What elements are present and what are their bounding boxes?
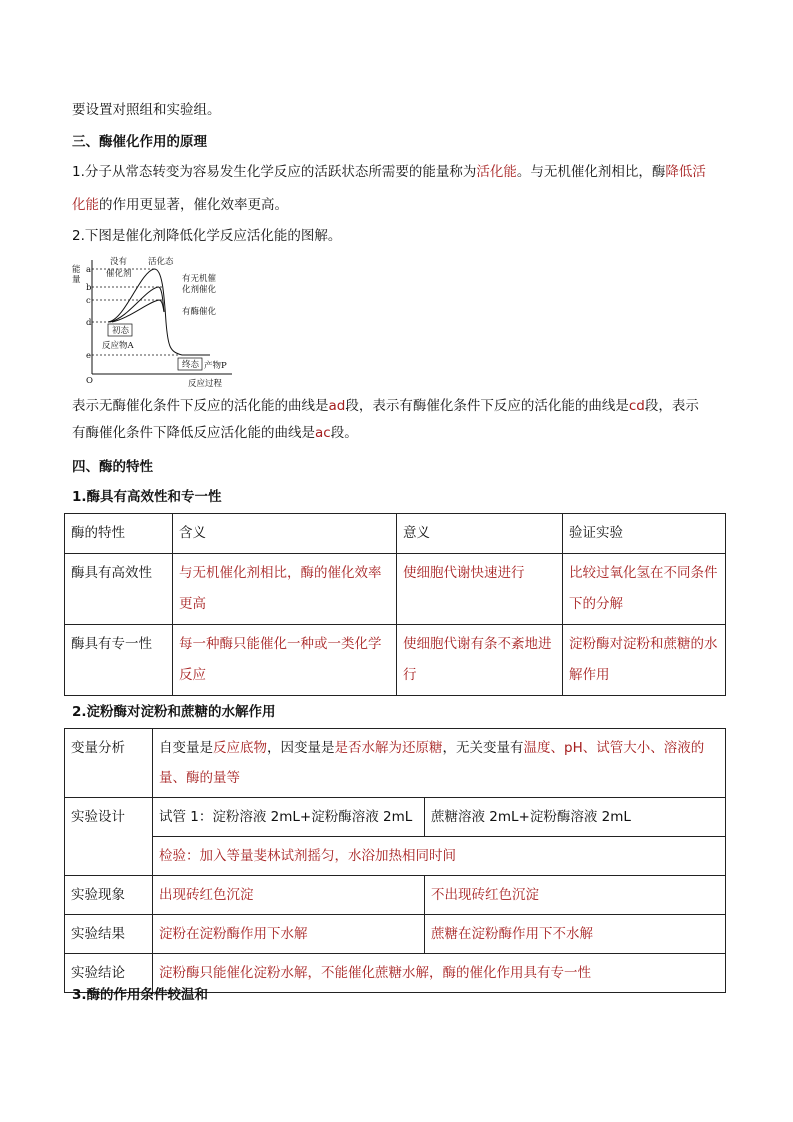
term-lower-activation: 降低活 <box>665 164 706 180</box>
label-reactant: 反应物A <box>102 341 134 351</box>
table-cell: 比较过氧化氢在不同条件下的分解 <box>563 554 726 625</box>
amylase-experiment-table <box>64 728 726 993</box>
subheading-3: 3.酶的作用条件较温和 <box>72 987 209 1003</box>
row-label-conclusion: 实验结论 <box>65 954 153 993</box>
label-initial-state: 初态 <box>112 326 130 336</box>
result-2: 蔗糖在淀粉酶作用下不水解 <box>425 915 726 954</box>
table-row <box>65 798 726 837</box>
x-axis-label: 反应过程 <box>188 379 223 389</box>
phenomenon-2: 不出现砖红色沉淀 <box>425 876 726 915</box>
row-label-phenomenon: 实验现象 <box>65 876 153 915</box>
y-axis-label-2: 量 <box>72 275 81 285</box>
table-cell: 酶具有高效性 <box>65 554 173 625</box>
table-cell: 与无机催化剂相比，酶的催化效率更高 <box>173 554 397 625</box>
paragraph-3-line-1: 表示无酶催化条件下反应的活化能的曲线是ad段，表示有酶催化条件下反应的活化能的曲线是cd段，表示 <box>72 398 699 414</box>
table-cell: 使细胞代谢快速进行 <box>397 554 563 625</box>
table-row <box>65 554 726 625</box>
table-row <box>65 729 726 798</box>
paragraph-2: 2.下图是催化剂降低化学反应活化能的图解。 <box>72 228 342 244</box>
table-header: 含义 <box>173 514 397 554</box>
conclusion: 淀粉酶只能催化淀粉水解，不能催化蔗糖水解，酶的催化作用具有专一性 <box>153 954 726 993</box>
subheading-1: 1.酶具有高效性和专一性 <box>72 489 222 505</box>
table-row <box>65 876 726 915</box>
table-cell: 使细胞代谢有条不紊地进行 <box>397 625 563 696</box>
section-heading-3: 三、酶催化作用的原理 <box>72 134 207 150</box>
row-label-variables: 变量分析 <box>65 729 153 798</box>
table-cell: 酶具有专一性 <box>65 625 173 696</box>
table-header-row <box>65 514 726 554</box>
subheading-2: 2.淀粉酶对淀粉和蔗糖的水解作用 <box>72 704 276 720</box>
paragraph-1-line-2: 化能的作用更显著，催化效率更高。 <box>72 197 288 213</box>
row-label-design: 实验设计 <box>65 798 153 876</box>
intro-line: 要设置对照组和实验组。 <box>72 102 221 118</box>
table-row <box>65 915 726 954</box>
table-header: 验证实验 <box>563 514 726 554</box>
y-axis-label-1: 能 <box>72 265 81 275</box>
table-cell: 淀粉酶对淀粉和蔗糖的水解作用 <box>563 625 726 696</box>
table-row <box>65 625 726 696</box>
phenomenon-1: 出现砖红色沉淀 <box>153 876 425 915</box>
label-product: 产物P <box>204 361 227 371</box>
tick-c: c <box>86 296 91 306</box>
paragraph-1-line-1: 1.分子从常态转变为容易发生化学反应的活跃状态所需要的能量称为活化能。与无机催化剂相比，酶降低活 <box>72 164 706 180</box>
tick-a: a <box>86 265 92 275</box>
label-no-catalyst-2: 催化剂 <box>106 269 132 279</box>
design-tube-1: 试管 1：淀粉溶液 2mL+淀粉酶溶液 2mL <box>153 798 425 837</box>
label-inorganic-1: 有无机催 <box>182 274 217 284</box>
design-check: 检验：加入等量斐林试剂摇匀，水浴加热相同时间 <box>153 837 726 876</box>
tick-b: b <box>86 283 92 293</box>
row-label-result: 实验结果 <box>65 915 153 954</box>
variables-cell: 自变量是反应底物，因变量是是否水解为还原糖，无关变量有温度、pH、试管大小、溶液的量、酶的量等 <box>153 729 726 798</box>
label-enzyme: 有酶催化 <box>182 307 217 317</box>
label-no-catalyst-1: 没有 <box>110 257 128 267</box>
table-row <box>65 837 726 876</box>
table-header: 酶的特性 <box>65 514 173 554</box>
paragraph-3-line-2: 有酶催化条件下降低反应活化能的曲线是ac段。 <box>72 425 358 441</box>
design-tube-2: 蔗糖溶液 2mL+淀粉酶溶液 2mL <box>425 798 726 837</box>
tick-e: e <box>86 351 92 361</box>
activation-energy-diagram <box>70 252 240 390</box>
label-activated-state: 活化态 <box>148 257 174 267</box>
table-header: 意义 <box>397 514 563 554</box>
term-activation-energy: 活化能 <box>476 164 517 180</box>
tick-d: d <box>86 318 92 328</box>
label-final-state: 终态 <box>182 360 200 370</box>
label-inorganic-2: 化剂催化 <box>182 285 217 295</box>
result-1: 淀粉在淀粉酶作用下水解 <box>153 915 425 954</box>
origin-label: O <box>86 376 93 386</box>
enzyme-properties-table <box>64 513 726 696</box>
section-heading-4: 四、酶的特性 <box>72 459 153 475</box>
table-cell: 每一种酶只能催化一种或一类化学反应 <box>173 625 397 696</box>
